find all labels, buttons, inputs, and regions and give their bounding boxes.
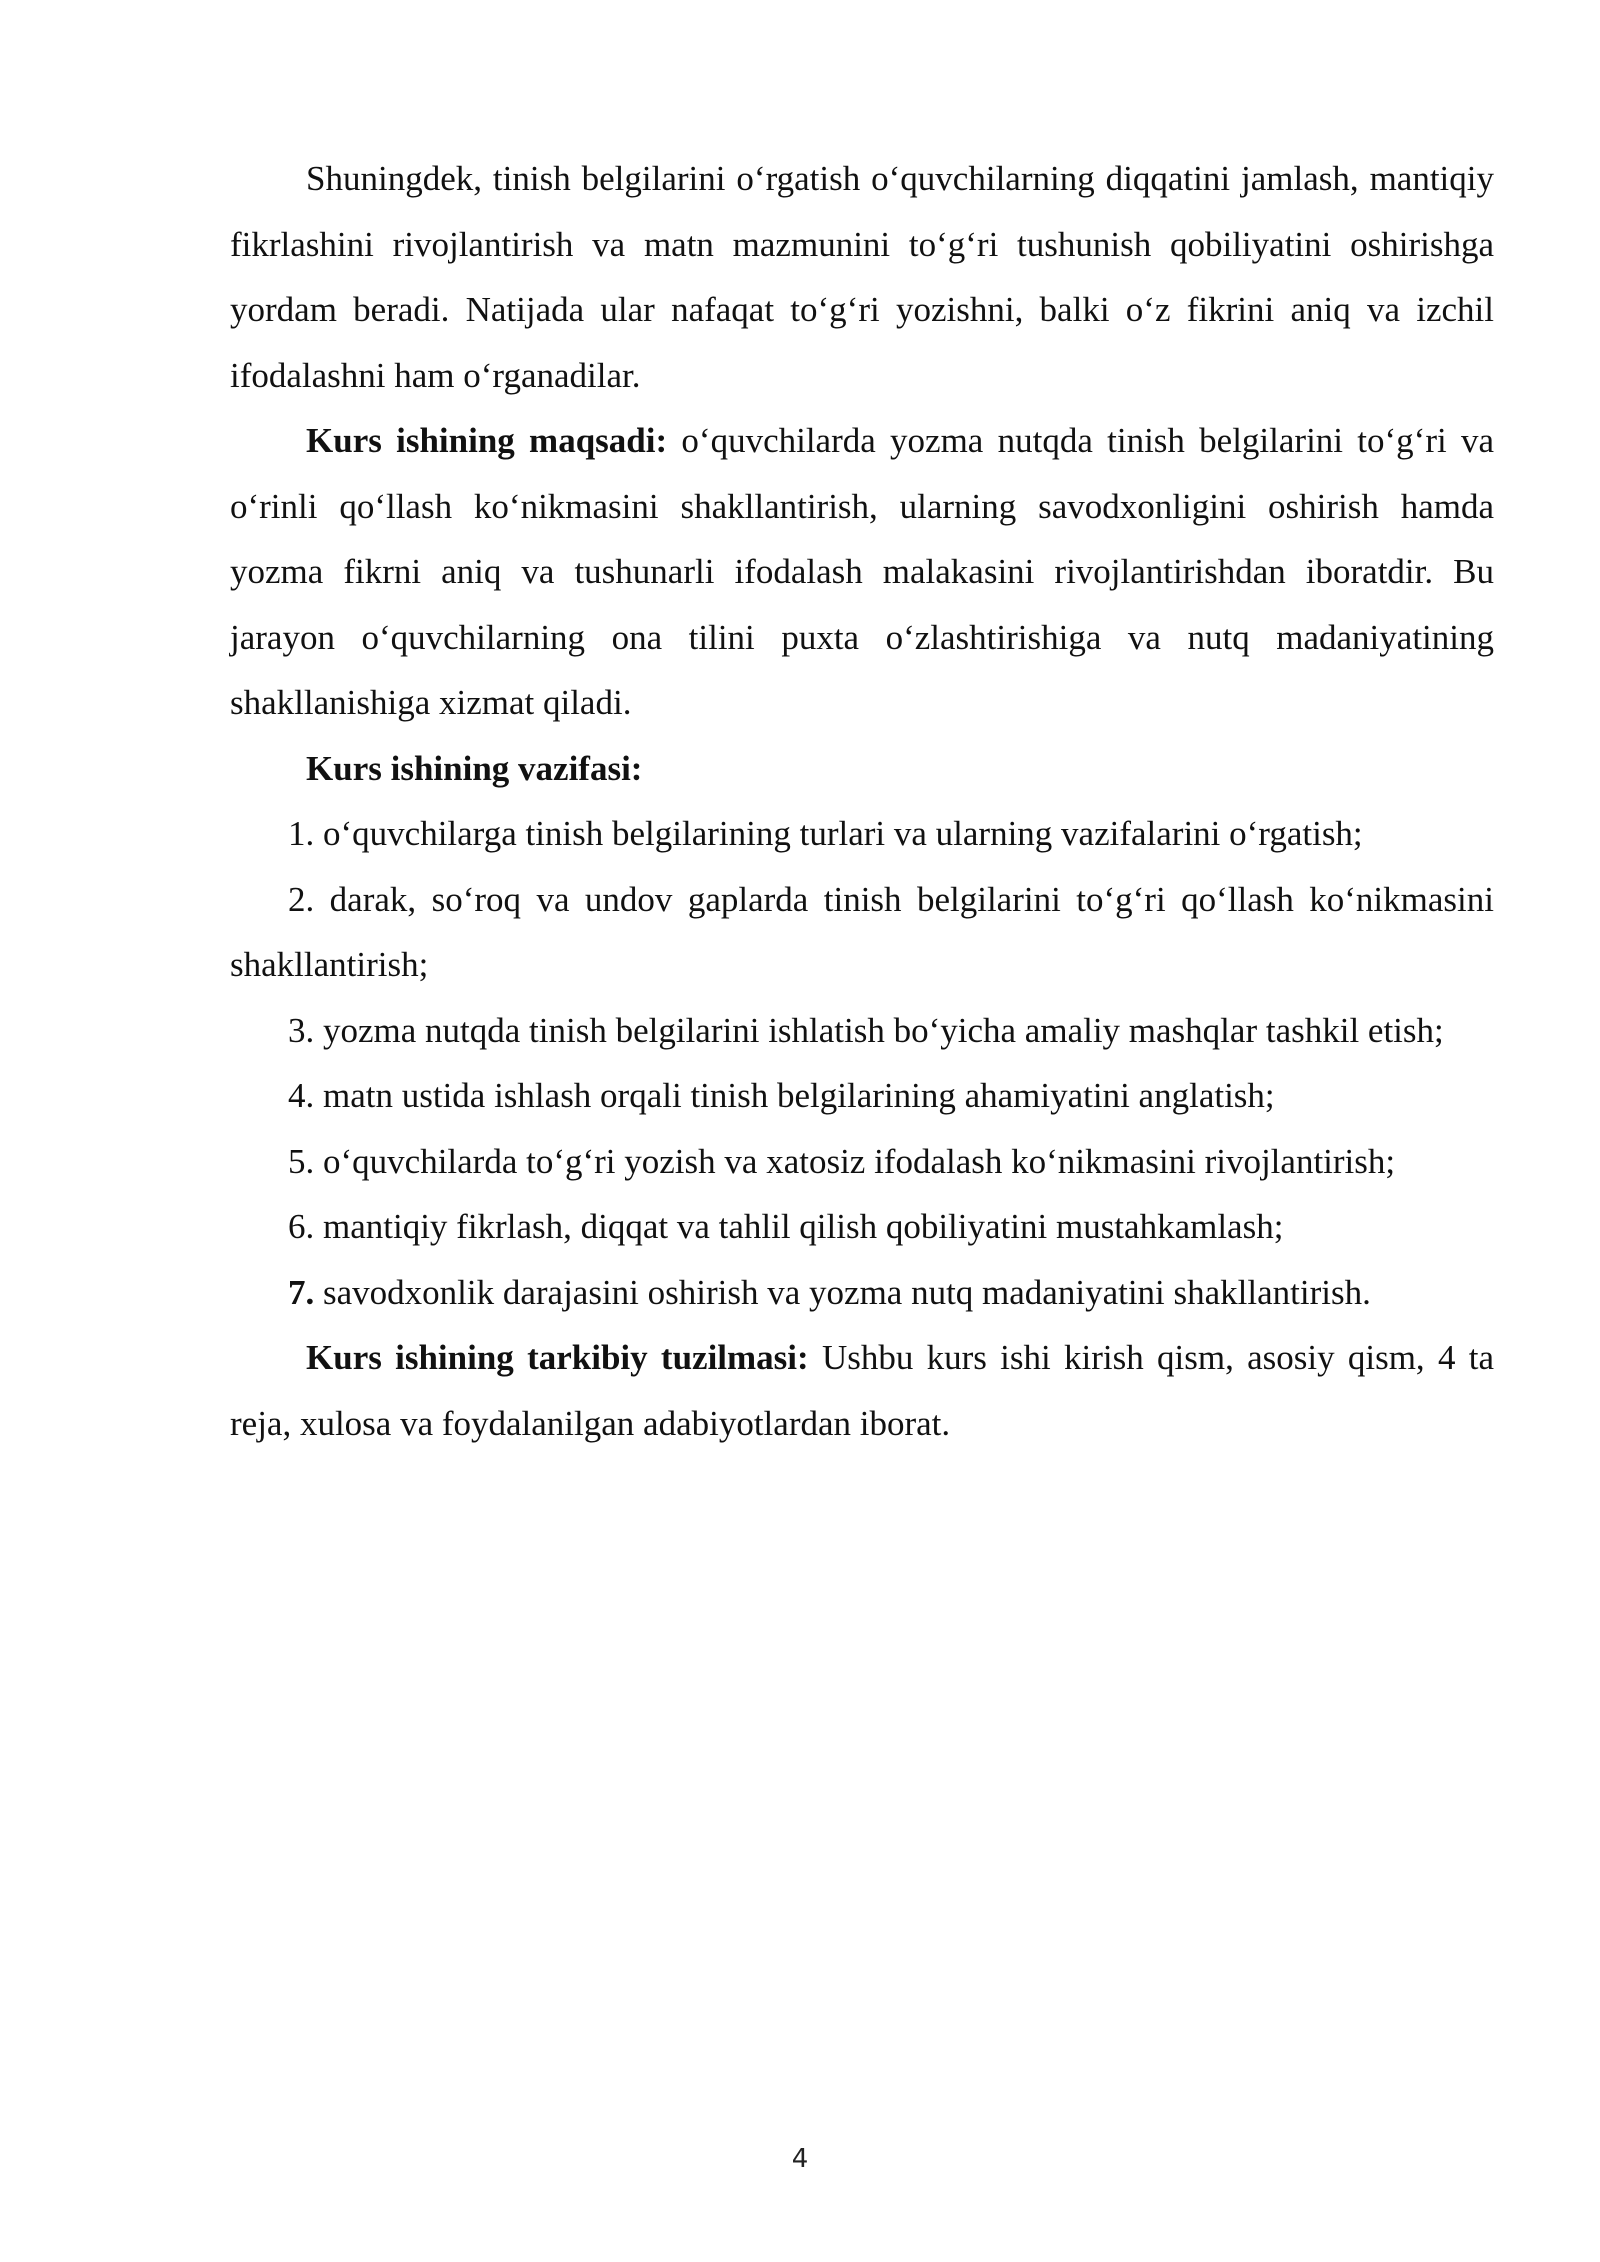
task-item-5 [230, 1129, 1494, 1195]
task-item-6 [230, 1194, 1494, 1260]
structure-paragraph [230, 1325, 1494, 1456]
task-number: 4. [288, 1076, 315, 1115]
goal-text: o‘quvchilarda yozma nutqda tinish belgilarini to‘g‘ri va o‘rinli qo‘llash ko‘nikmasini shakllantirish, ularning savodxonligini oshirish hamda yozma fikrni aniq va tushunarli ifodalash malakasini rivojlantirishdan iboratdir. Bu jarayon o‘quvchilarning ona tilini puxta o‘zlashtirishiga va nutq madaniyatining shakllanishiga xizmat qiladi. [230, 421, 1494, 722]
task-item-7 [230, 1260, 1494, 1326]
page-number: 4 [791, 2144, 809, 2174]
document-page [230, 146, 1494, 1456]
tasks-heading: Kurs ishining vazifasi: [306, 748, 643, 788]
task-text: o‘quvchilarga tinish belgilarining turlari va ularning vazifalarini o‘rgatish; [314, 814, 1363, 853]
structure-heading: Kurs ishining tarkibiy tuzilmasi: [306, 1338, 809, 1377]
structure-text: Ushbu kurs ishi kirish qism, asosiy qism, 4 ta reja, xulosa va foydalanilgan adabiyotlardan iborat. [230, 1338, 1494, 1443]
task-text: darak, so‘roq va undov gaplarda tinish belgilarini to‘g‘ri qo‘llash ko‘nikmasini shakllantirish; [230, 879, 1494, 984]
task-item-2 [230, 867, 1494, 998]
goal-heading: Kurs ishining maqsadi: [306, 421, 668, 460]
task-number: 5. [288, 1141, 315, 1181]
task-number: 7. [288, 1272, 315, 1312]
task-number: 6. [288, 1207, 315, 1246]
task-text: o‘quvchilarda to‘g‘ri yozish va xatosiz ifodalash ko‘nikmasini rivojlantirish; [314, 1141, 1396, 1181]
task-text: matn ustida ishlash orqali tinish belgilarining ahamiyatini anglatish; [314, 1076, 1275, 1115]
task-number: 2. [288, 879, 315, 919]
task-item-3 [230, 998, 1494, 1064]
task-number: 3. [288, 1010, 315, 1050]
goal-paragraph [230, 408, 1494, 736]
task-item-1 [230, 801, 1494, 867]
intro-paragraph: Shuningdek, tinish belgilarini o‘rgatish o‘quvchilarning diqqatini jamlash, mantiqiy fikrlashini rivojlantirish va matn mazmunini to‘g‘ri tushunish qobiliyatini oshirishga yordam beradi. Natijada ular nafaqat to‘g‘ri yozishni, balki o‘z fikrini aniq va izchil ifodalashni ham o‘rganadilar. [230, 159, 1494, 395]
task-item-4 [230, 1063, 1494, 1129]
task-text: yozma nutqda tinish belgilarini ishlatish bo‘yicha amaliy mashqlar tashkil etish; [314, 1010, 1444, 1050]
task-text: savodxonlik darajasini oshirish va yozma nutq madaniyatini shakllantirish. [314, 1272, 1371, 1312]
tasks-heading-paragraph [230, 736, 1494, 802]
task-number: 1. [288, 814, 315, 853]
task-text: mantiqiy fikrlash, diqqat va tahlil qilish qobiliyatini mustahkamlash; [314, 1207, 1284, 1246]
